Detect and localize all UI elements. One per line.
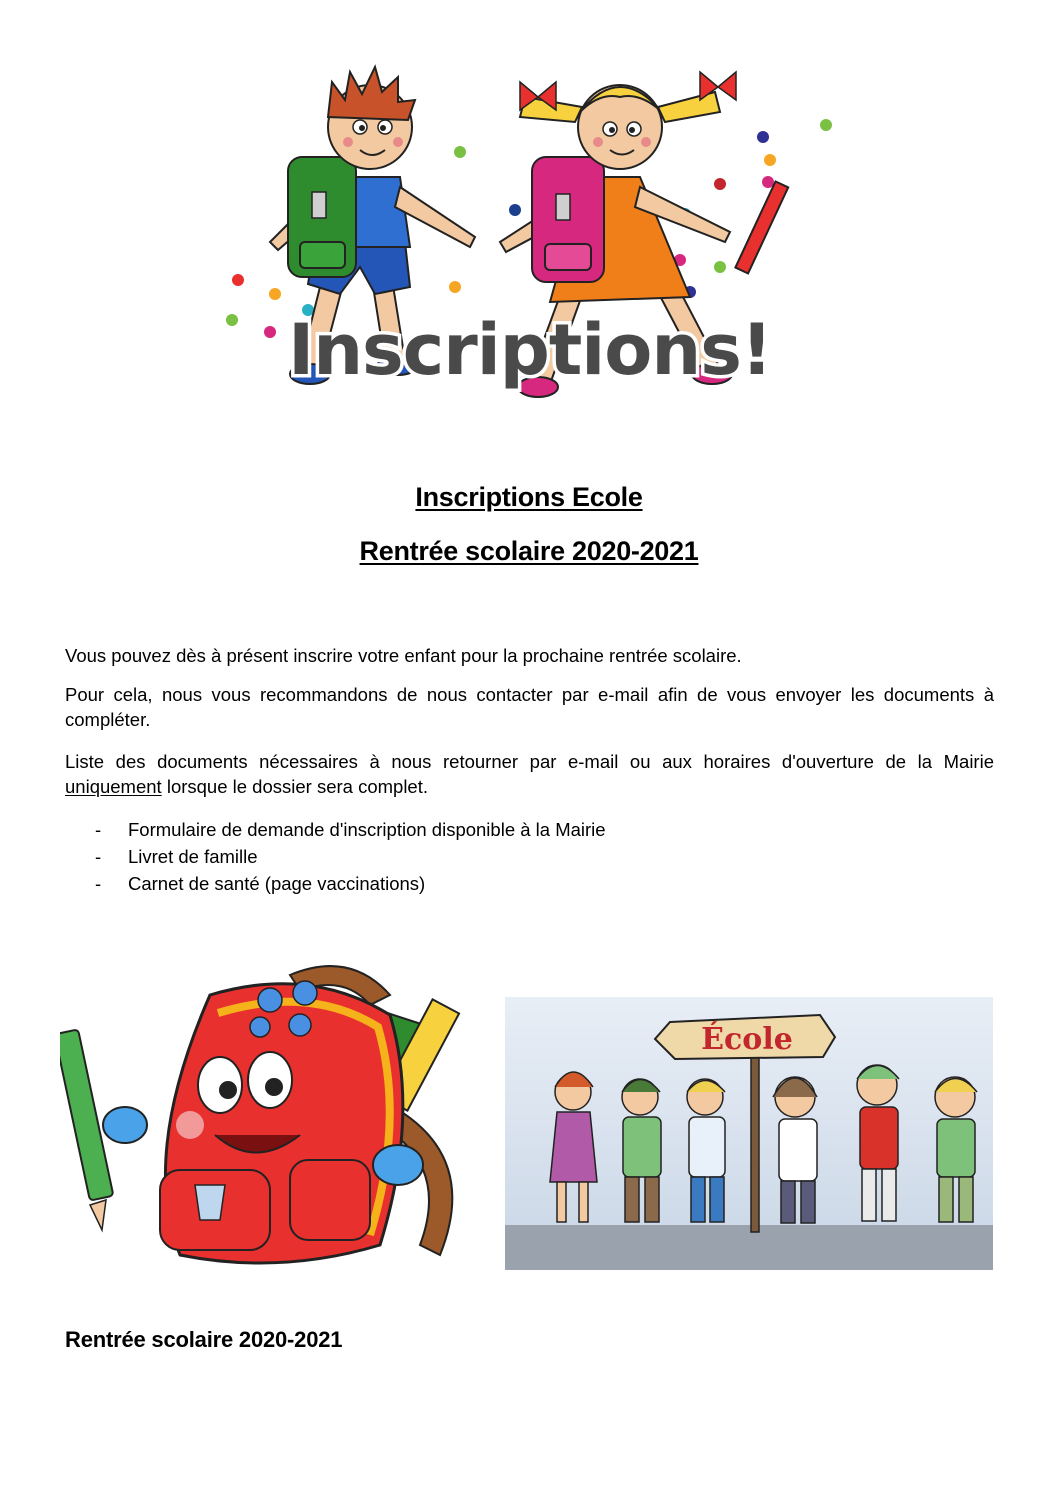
list-item (95, 843, 606, 870)
bullet-dash: - (95, 819, 102, 840)
bullet-dash: - (95, 846, 102, 867)
backpack-illustration (60, 955, 480, 1270)
kids-walking-to-school-illustration (505, 997, 993, 1270)
school-sign-text: École (701, 1022, 793, 1057)
underlined-word: uniquement (65, 776, 162, 797)
inscriptions-hero-illustration (220, 62, 840, 412)
contact-paragraph: Pour cela, nous vous recommandons de nous contacter par e-mail afin de vous envoyer les documents à compléter. (65, 684, 994, 730)
list-item-text: Carnet de santé (page vaccinations) (128, 873, 426, 894)
list-item-text: Formulaire de demande d'inscription disponible à la Mairie (128, 819, 606, 840)
documents-paragraph (65, 749, 994, 799)
subtitle: Rentrée scolaire 2020-2021 (359, 536, 699, 566)
documents-paragraph-start: Liste des documents nécessaires à nous retourner par e-mail ou aux horaires d'ouverture de la Mairie (65, 751, 994, 772)
inscriptions-banner-text: Inscriptions! (288, 309, 772, 391)
list-item (95, 870, 606, 897)
red-backpack-image (60, 955, 480, 1270)
main-title: Inscriptions Ecole (415, 482, 643, 512)
list-item-text: Livret de famille (128, 846, 258, 867)
list-item (95, 816, 606, 843)
intro-paragraph: Vous pouvez dès à présent inscrire votre enfant pour la prochaine rentrée scolaire. (65, 645, 742, 666)
bullet-dash: - (95, 873, 102, 894)
children-with-backpacks-image (220, 62, 840, 412)
required-documents-list (95, 816, 606, 897)
footer-title: Rentrée scolaire 2020-2021 (65, 1327, 343, 1352)
documents-paragraph-end: lorsque le dossier sera complet. (161, 776, 429, 797)
school-walk-image (505, 997, 993, 1270)
